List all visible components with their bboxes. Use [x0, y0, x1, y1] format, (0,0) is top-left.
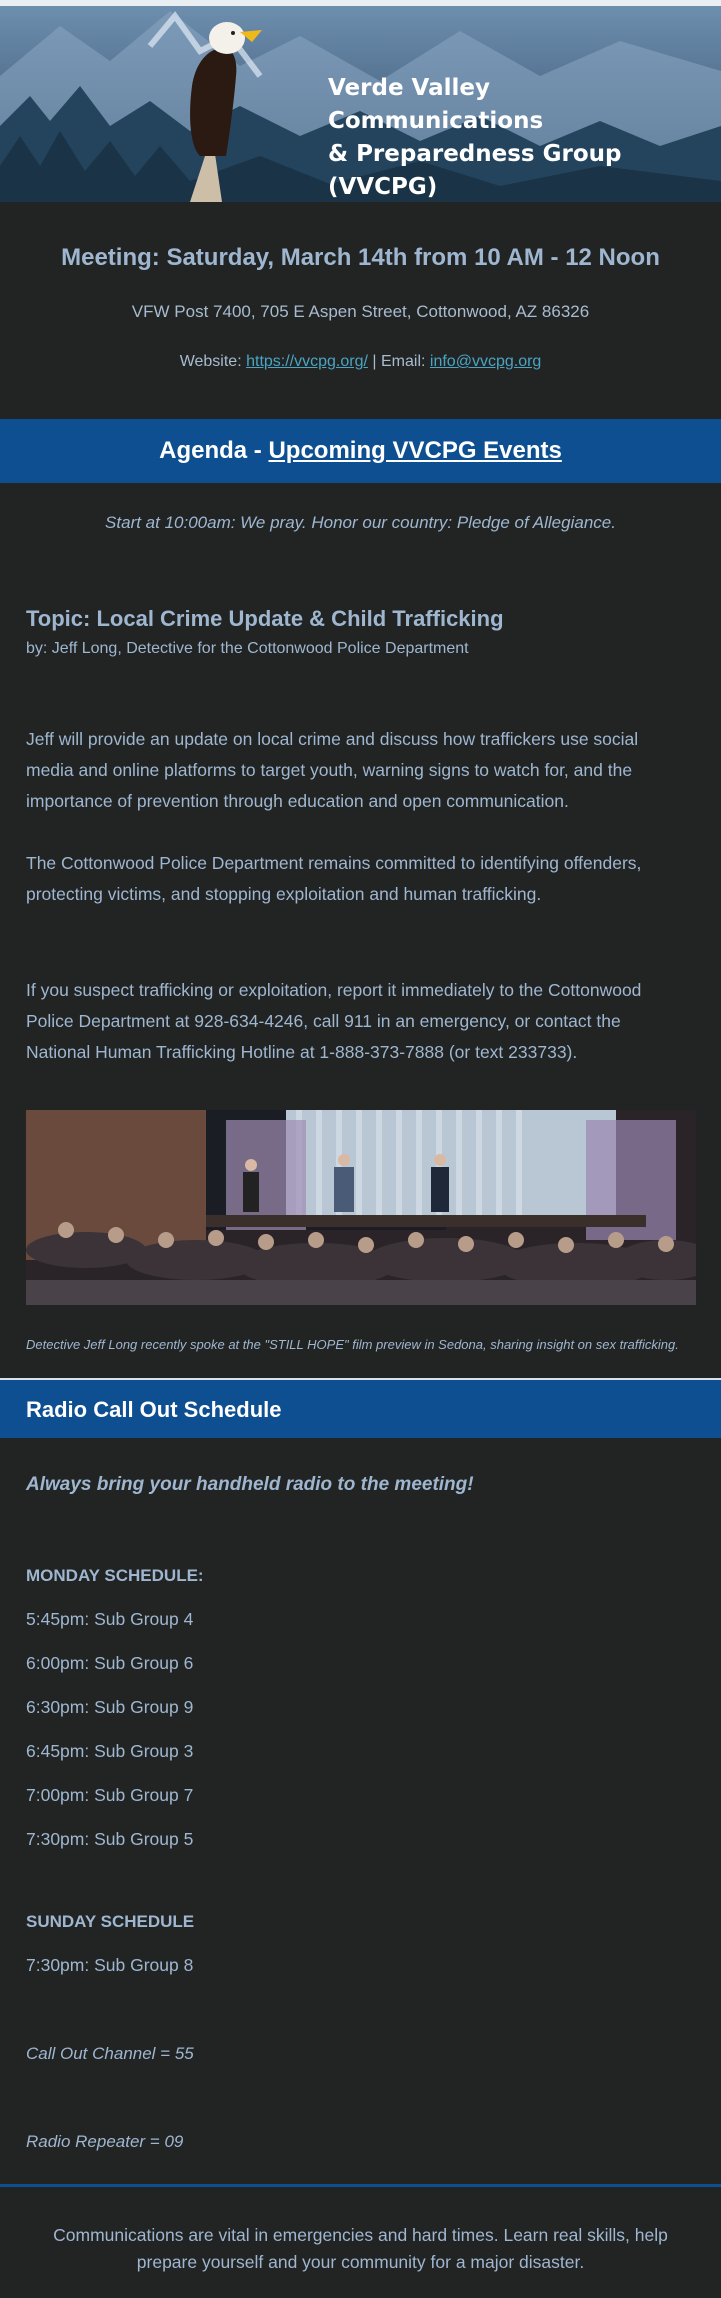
agenda-prefix: Agenda - [159, 437, 262, 464]
radio-schedule-header [0, 1380, 721, 1438]
meeting-address: VFW Post 7400, 705 E Aspen Street, Cottonwood, AZ 86326 [131, 302, 590, 321]
radio-schedule-title: Radio Call Out Schedule [26, 1397, 282, 1422]
monday-item: 6:30pm: Sub Group 9 [26, 1697, 194, 1717]
call-out-channel: Call Out Channel = 55 [26, 2044, 194, 2063]
meeting-title: Meeting: Saturday, March 14th from 10 AM - 12 Noon [61, 244, 660, 271]
opening-note: Start at 10:00am: We pray. Honor our country: Pledge of Allegiance. [105, 513, 616, 532]
monday-schedule-label: MONDAY SCHEDULE: [26, 1566, 204, 1585]
agenda-header [0, 419, 721, 483]
contact-line [0, 353, 721, 371]
sunday-schedule-label: SUNDAY SCHEDULE [26, 1912, 195, 1931]
meeting-section [0, 202, 721, 371]
radio-repeater: Radio Repeater = 09 [26, 2132, 184, 2151]
event-photo [26, 1110, 696, 1305]
banner-title [328, 72, 708, 202]
header-banner [0, 6, 721, 202]
monday-item: 7:30pm: Sub Group 5 [26, 1829, 194, 1849]
banner-title-line-1: Verde Valley Communications [328, 75, 544, 134]
topic-paragraph-3: If you suspect trafficking or exploitation, report it immediately to the Cottonwood Police Department at 928-634-4246, call 911 in an emergency, or contact the National Human Trafficking Hotline at 1-888-373-7888 (or text 233733). [26, 980, 642, 1062]
topic-paragraph-2: The Cottonwood Police Department remains committed to identifying offenders, protecting victims, and stopping exploitation and human trafficking. [26, 853, 642, 904]
email-link[interactable]: info@vvcpg.org [429, 353, 542, 370]
footer-divider [0, 2184, 721, 2187]
sunday-item: 7:30pm: Sub Group 8 [26, 1955, 194, 1975]
photo-caption: Detective Jeff Long recently spoke at the "STILL HOPE" film preview in Sedona, sharing insight on sex trafficking. [26, 1337, 679, 1352]
website-link[interactable]: https://vvcpg.org/ [246, 353, 368, 370]
upcoming-events-link[interactable]: Upcoming VVCPG Events [268, 437, 562, 464]
topic-title: Topic: Local Crime Update & Child Trafficking [26, 606, 504, 631]
topic-paragraph-1: Jeff will provide an update on local crime and discuss how traffickers use social media and online platforms to target youth, warning signs to watch for, and the importance of prevention through education and open communication. [26, 729, 639, 811]
monday-item: 6:45pm: Sub Group 3 [26, 1741, 194, 1761]
monday-item: 7:00pm: Sub Group 7 [26, 1785, 194, 1805]
contact-separator: | [372, 353, 377, 370]
banner-title-line-2: & Preparedness Group (VVCPG) [328, 141, 622, 200]
monday-item: 6:00pm: Sub Group 6 [26, 1653, 194, 1673]
email-label: Email: [381, 353, 426, 370]
monday-item: 5:45pm: Sub Group 4 [26, 1609, 194, 1629]
website-label: Website: [179, 353, 242, 370]
radio-reminder: Always bring your handheld radio to the meeting! [26, 1474, 474, 1495]
topic-byline: by: Jeff Long, Detective for the Cottonwood Police Department [26, 640, 469, 657]
footer-message: Communications are vital in emergencies and hard times. Learn real skills, help prepare yourself and your community for a major disaster. [53, 2225, 668, 2272]
